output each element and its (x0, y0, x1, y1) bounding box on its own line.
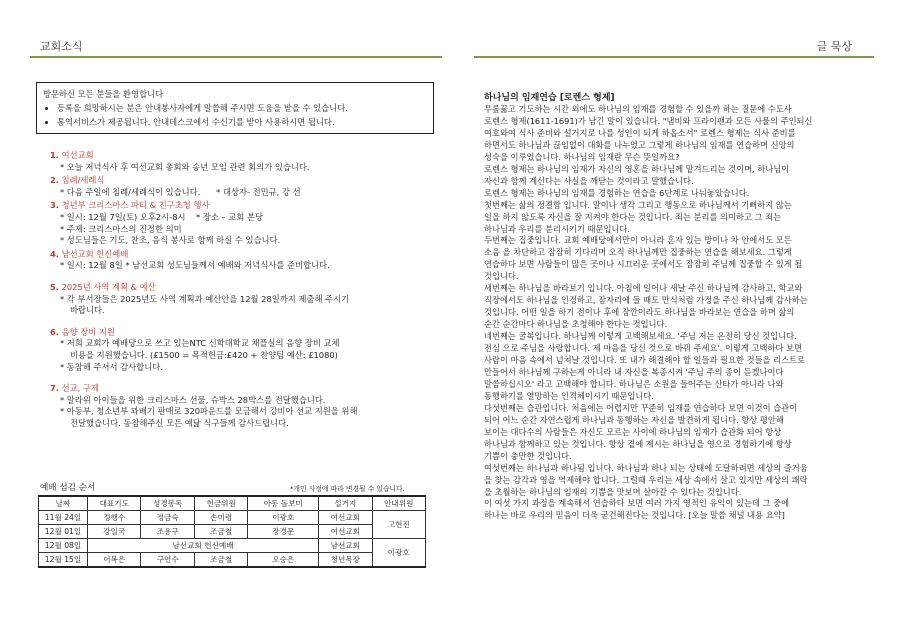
announcement-line: 바랍니다. (70, 305, 105, 316)
article-line: 세번째는 하나님을 바라보기 입니다. 아침에 일어나 새날 주신 하나님께 감사하고, 학교와 (484, 283, 803, 294)
announcement-line: 비용을 지원했습니다. (£1500 = 목적헌금:£420 + 찬양팀 예산: £1080) (70, 349, 338, 360)
table-cell: 이광호 (248, 511, 319, 525)
article-line: 되어 어느 순간 자연스럽게 하나님과 동행하는 자신을 발견하게 됩니다. 항상 평안해 (484, 414, 784, 425)
welcome-item: • 등록을 희망하시는 분은 안내봉사자에게 말씀해 주시면 도움을 받을 수 있습니다. (57, 101, 427, 115)
article-line: 말씀하십시오' 라고 고백해야 합니다. 하나님은 소원을 들어주는 산타가 아니라 나와 (484, 378, 784, 389)
schedule-note: *개인 사정에 따라 변경될 수 있습니다. (290, 485, 405, 493)
article-line: 하면서도 하나님과 끊임없이 대화를 나누었고 그렇게 하나님의 임재를 연습하며 신앙의 (484, 139, 795, 150)
announcement-line: * 성도님들은 기도, 찬조, 음식 봉사로 함께 하실 수 있습니다. (60, 235, 281, 246)
article-line: 여호와여 식사 준비와 설거지로 나를 성인이 되게 하옵소서" 로렌스 형제는 식사 준비를 (484, 127, 796, 138)
announcement-number: 7. (50, 383, 59, 394)
article-line: 하나는 바로 우리의 믿음이 더욱 굳건해진다는 것입니다. [오늘 말씀 채널 내용 요약] (484, 510, 785, 521)
welcome-item: • 통역서비스가 제공됩니다. 안내데스크에서 수신기를 받아 사용하시면 됩니다. (57, 115, 427, 129)
article-line: 로렌스 형제는 하나님의 임재를 경험하는 연습을 6단계로 나눠놓았습니다. (484, 187, 750, 198)
table-header: 대표기도 (88, 496, 141, 511)
announcement-number: 6. (50, 326, 59, 337)
article-line: 만들어서 하나님께 구하는게 아니라 내 자신을 복종시켜 '주님 주의 종이 듣겠나이다 (484, 366, 784, 377)
table-row (39, 553, 426, 568)
table-header: 날짜 (39, 496, 88, 511)
article-line: 순간 순간마다 하나님을 초청해야 한다는 것입니다. (484, 319, 668, 330)
table-cell: 조금철 (194, 553, 247, 568)
article-line: 것입니다. 어떤 일을 하기 전이나 후에 잠깐이라도 하나님을 바라보는 연습을 하며 삶의 (484, 307, 795, 318)
right-page-title: 글 묵상 (816, 40, 852, 53)
schedule-table (38, 495, 426, 568)
article-line: 두번째는 집중입니다. 교회 예배당에서만이 아니라 혼자 있는 방이나 차 안에서도 모든 (484, 235, 792, 246)
table-cell: 오승은 (248, 553, 319, 568)
table-row (39, 511, 426, 525)
article-line: 것입니다. (484, 271, 519, 282)
table-cell: 12월 08일 (39, 539, 88, 553)
announcement-number: 5. (50, 281, 59, 292)
table-cell: 이광호 (372, 539, 425, 568)
article-line: 로렌스 형제(1611-1691)가 남긴 말이 있습니다. "냄비와 프라이팬과 모든 사물의 주인되신 (484, 115, 813, 126)
article-body (484, 104, 858, 522)
article-line: 소음 을 차단하고 잠잠히 기다리며 오직 하나님께만 집중하는 연습을 해보세요. 그렇게 (484, 247, 792, 258)
table-cell: 12월 15일 (39, 553, 88, 568)
announcement-2 (50, 175, 430, 198)
announcements (50, 150, 430, 431)
table-cell: 11월 24일 (39, 511, 88, 525)
table-cell: 손미령 (194, 511, 247, 525)
welcome-list (43, 101, 427, 129)
announcement-number: 3. (50, 200, 59, 211)
right-title-rule (474, 56, 874, 58)
announcement-line: * 동참해 주셔서 감사합니다. (60, 361, 163, 372)
announcement-line: * 각 부서장들은 2025년도 사역 계획과 예산안을 12월 28일까지 제출해 주시기 (60, 293, 350, 304)
article-line: 자신과 함께 계신다는 사실을 깨닫는 것이라고 말했습니다. (484, 175, 694, 186)
article-line: 전심 으로 주님을 사랑합니다. 제 마음을 당신 것으로 바꿔 주세요'. 이렇게 고백하다 보면 (484, 343, 802, 354)
table-cell: 이복은 (88, 553, 141, 568)
table-cell: 장경문 (248, 525, 319, 539)
article-line: 하나님과 우리를 분리시키기 때문입니다. (484, 223, 630, 234)
announcement-line: * 일시: 12월 8일 * 남선교회 성도님들께서 예배와 저녁식사를 준비합니다. (60, 260, 330, 271)
announcement-title: 2025년 사역 계획 & 예산 (61, 281, 156, 292)
announcement-title: 음향 장비 지원 (61, 326, 115, 337)
left-title-rule (30, 56, 442, 58)
announcement-title: 남선교회 헌신예배 (61, 248, 129, 259)
table-cell: 여선교회 (319, 525, 372, 539)
table-cell: 조용구 (141, 525, 194, 539)
announcement-3 (50, 200, 430, 246)
announcement-line: * 일시: 12월 7일(토) 오후2시-8시 * 장소 – 교회 본당 (60, 211, 263, 222)
table-cell: 남선교회 헌신예배 (88, 539, 319, 553)
announcement-title: 여선교회 (61, 150, 94, 160)
announcement-title: 청년부 크리스마스 파티 & 친구초청 행사 (61, 200, 210, 211)
article-line: 여섯번째는 하나님과 하나됨 입니다. 하나님과 하나 되는 상태에 도달하려면 세상의 즐거움 (484, 462, 808, 473)
table-cell: 여선교회 (319, 511, 372, 525)
announcement-line: * 주제: 크리스마스의 진정한 의미 (60, 223, 182, 234)
announcement-7 (50, 383, 430, 429)
article-line: 을 초월하는 하나님의 임재의 기쁨을 맛보며 살아갈 수 있다는 것입니다. (484, 486, 742, 497)
announcement-4 (50, 249, 430, 272)
announcement-title: 침례/세례식 (61, 175, 105, 186)
article-line: 네번째는 굴복입니다. 하나님께 이렇게 고백해보세요. '주님 저는 온전히 당신 것입니다. (484, 331, 797, 342)
table-cell: 강일국 (88, 525, 141, 539)
article-line: 직장에서도 하나님을 인정하고, 잠자리에 들 때도 만식처럼 가정을 주신 하나님께 감사하는 (484, 295, 808, 306)
table-cell: 12월 01일 (39, 525, 88, 539)
article-line: 보이는 대다수의 사람들은 자신도 모르는 사이에 하나님의 임재가 습관화 되어 항상 (484, 426, 782, 437)
article-line: 성숙을 이루었습니다. 하나님의 임재란 무슨 뜻일까요? (484, 151, 680, 162)
article-line: 무릎꿇고 기도하는 시간 외에도 하나님의 임재를 경험할 수 있을까 하는 질문에 수도사 (484, 104, 792, 114)
announcement-number: 2. (50, 175, 59, 186)
announcement-5 (50, 282, 430, 317)
table-header: 성경봉독 (141, 496, 194, 511)
table-cell: 조금철 (194, 525, 247, 539)
article-line: 기쁨이 충만한 것입니다. (484, 450, 572, 461)
article-line: 다섯번째는 습관입니다. 처음에는 어렵지만 꾸준히 임재를 연습하다 보면 이것이 습관이 (484, 402, 798, 413)
table-row (39, 539, 426, 553)
article-line: 일을 하지 않도록 자신을 잘 지켜야 한다는 것입니다. 죄는 분리를 의미하고 그 죄는 (484, 211, 782, 222)
table-cell: 구연수 (141, 553, 194, 568)
article-line: 하나님과 함께하고 있는 것입니다. 항상 곁에 계시는 하나님을 영으로 경험하기에 항상 (484, 438, 792, 449)
table-row (39, 525, 426, 539)
announcement-1 (50, 150, 430, 173)
table-cell: 청년목장 (319, 553, 372, 568)
article-line: 연습하다 보면 사람들이 많은 곳이나 시끄러운 곳에서도 잠잠히 주님께 집중할 수 있게 될 (484, 259, 803, 270)
table-header: 안내위원 (372, 496, 425, 511)
announcement-line: * 다음 주일에 침례/세례식이 있습니다. * 대상자- 전민규, 강 선 (60, 186, 301, 197)
table-cell: 고현진 (372, 511, 425, 539)
article-line: 첫번째는 삶의 정결함 입니다. 말이나 생각 그리고 행동으로 하나님께서 기뻐하지 않는 (484, 199, 792, 210)
article-title: 하나님의 임재연습 [로렌스 형제] (484, 93, 615, 103)
announcement-line: * 저희 교회가 예배당으로 쓰고 있는NTC 신학대학교 채플실의 음향 장비 교체 (60, 338, 340, 349)
article-line: 이 여섯 가지 과정을 계속해서 연습하다 보면 여러 가지 영적인 유익이 있는데 그 중에 (484, 498, 790, 509)
table-cell: 남선교회 (319, 539, 372, 553)
announcement-number: 4. (50, 248, 59, 259)
announcement-line: 전달했습니다. 동참해주신 모든 예닮 식구들께 감사드립니다. (70, 417, 289, 428)
welcome-box (36, 82, 434, 134)
announcement-line: * 말라위 아이들을 위한 크리스마스 선물, 슈박스 28박스를 전달했습니다. (60, 394, 326, 405)
table-header: 헌금위원 (194, 496, 247, 511)
article-line: 사람이 마음 속에서 넘쳐날 것입니다. 또 내가 해결해야 할 일들과 필요한 것들을 리스트로 (484, 355, 805, 366)
table-cell: 정금숙 (141, 511, 194, 525)
article-line: 동행하기를 열망하는 인격체이시기 때문입니다. (484, 390, 654, 401)
article-line: 로렌스 형제는 하나님의 임재가 자신의 영혼을 하나님께 맡겨드리는 것이며, 하나님이 (484, 163, 790, 174)
left-page-title: 교회소식 (40, 40, 83, 53)
welcome-title: 방문하신 모든 분들을 환영합니다 (43, 89, 164, 99)
schedule-title: 예배 섬김 순서 (40, 483, 96, 493)
table-header: 아동 돌보미 (248, 496, 319, 511)
announcement-line: * 오늘 저녁식사 후 여선교회 총회와 송년 모임 관련 회의가 있습니다. (60, 161, 310, 172)
announcement-6 (50, 327, 430, 373)
table-cell: 정행수 (88, 511, 141, 525)
table-header: 설거지 (319, 496, 372, 511)
announcement-number: 1. (50, 150, 59, 160)
article-line: 을 찾는 감각과 영을 억제해야 합니다. 그럴때 우리는 세상 속에서 살고 있지만 세상의 쾌락 (484, 474, 808, 485)
announcement-line: * 아동부, 청소년부 꽈배기 판매로 320파운드를 모금해서 강비아 선교 지원을 위해 (60, 406, 358, 417)
announcement-title: 선교, 구제 (61, 383, 99, 394)
schedule-header-row (39, 496, 426, 511)
